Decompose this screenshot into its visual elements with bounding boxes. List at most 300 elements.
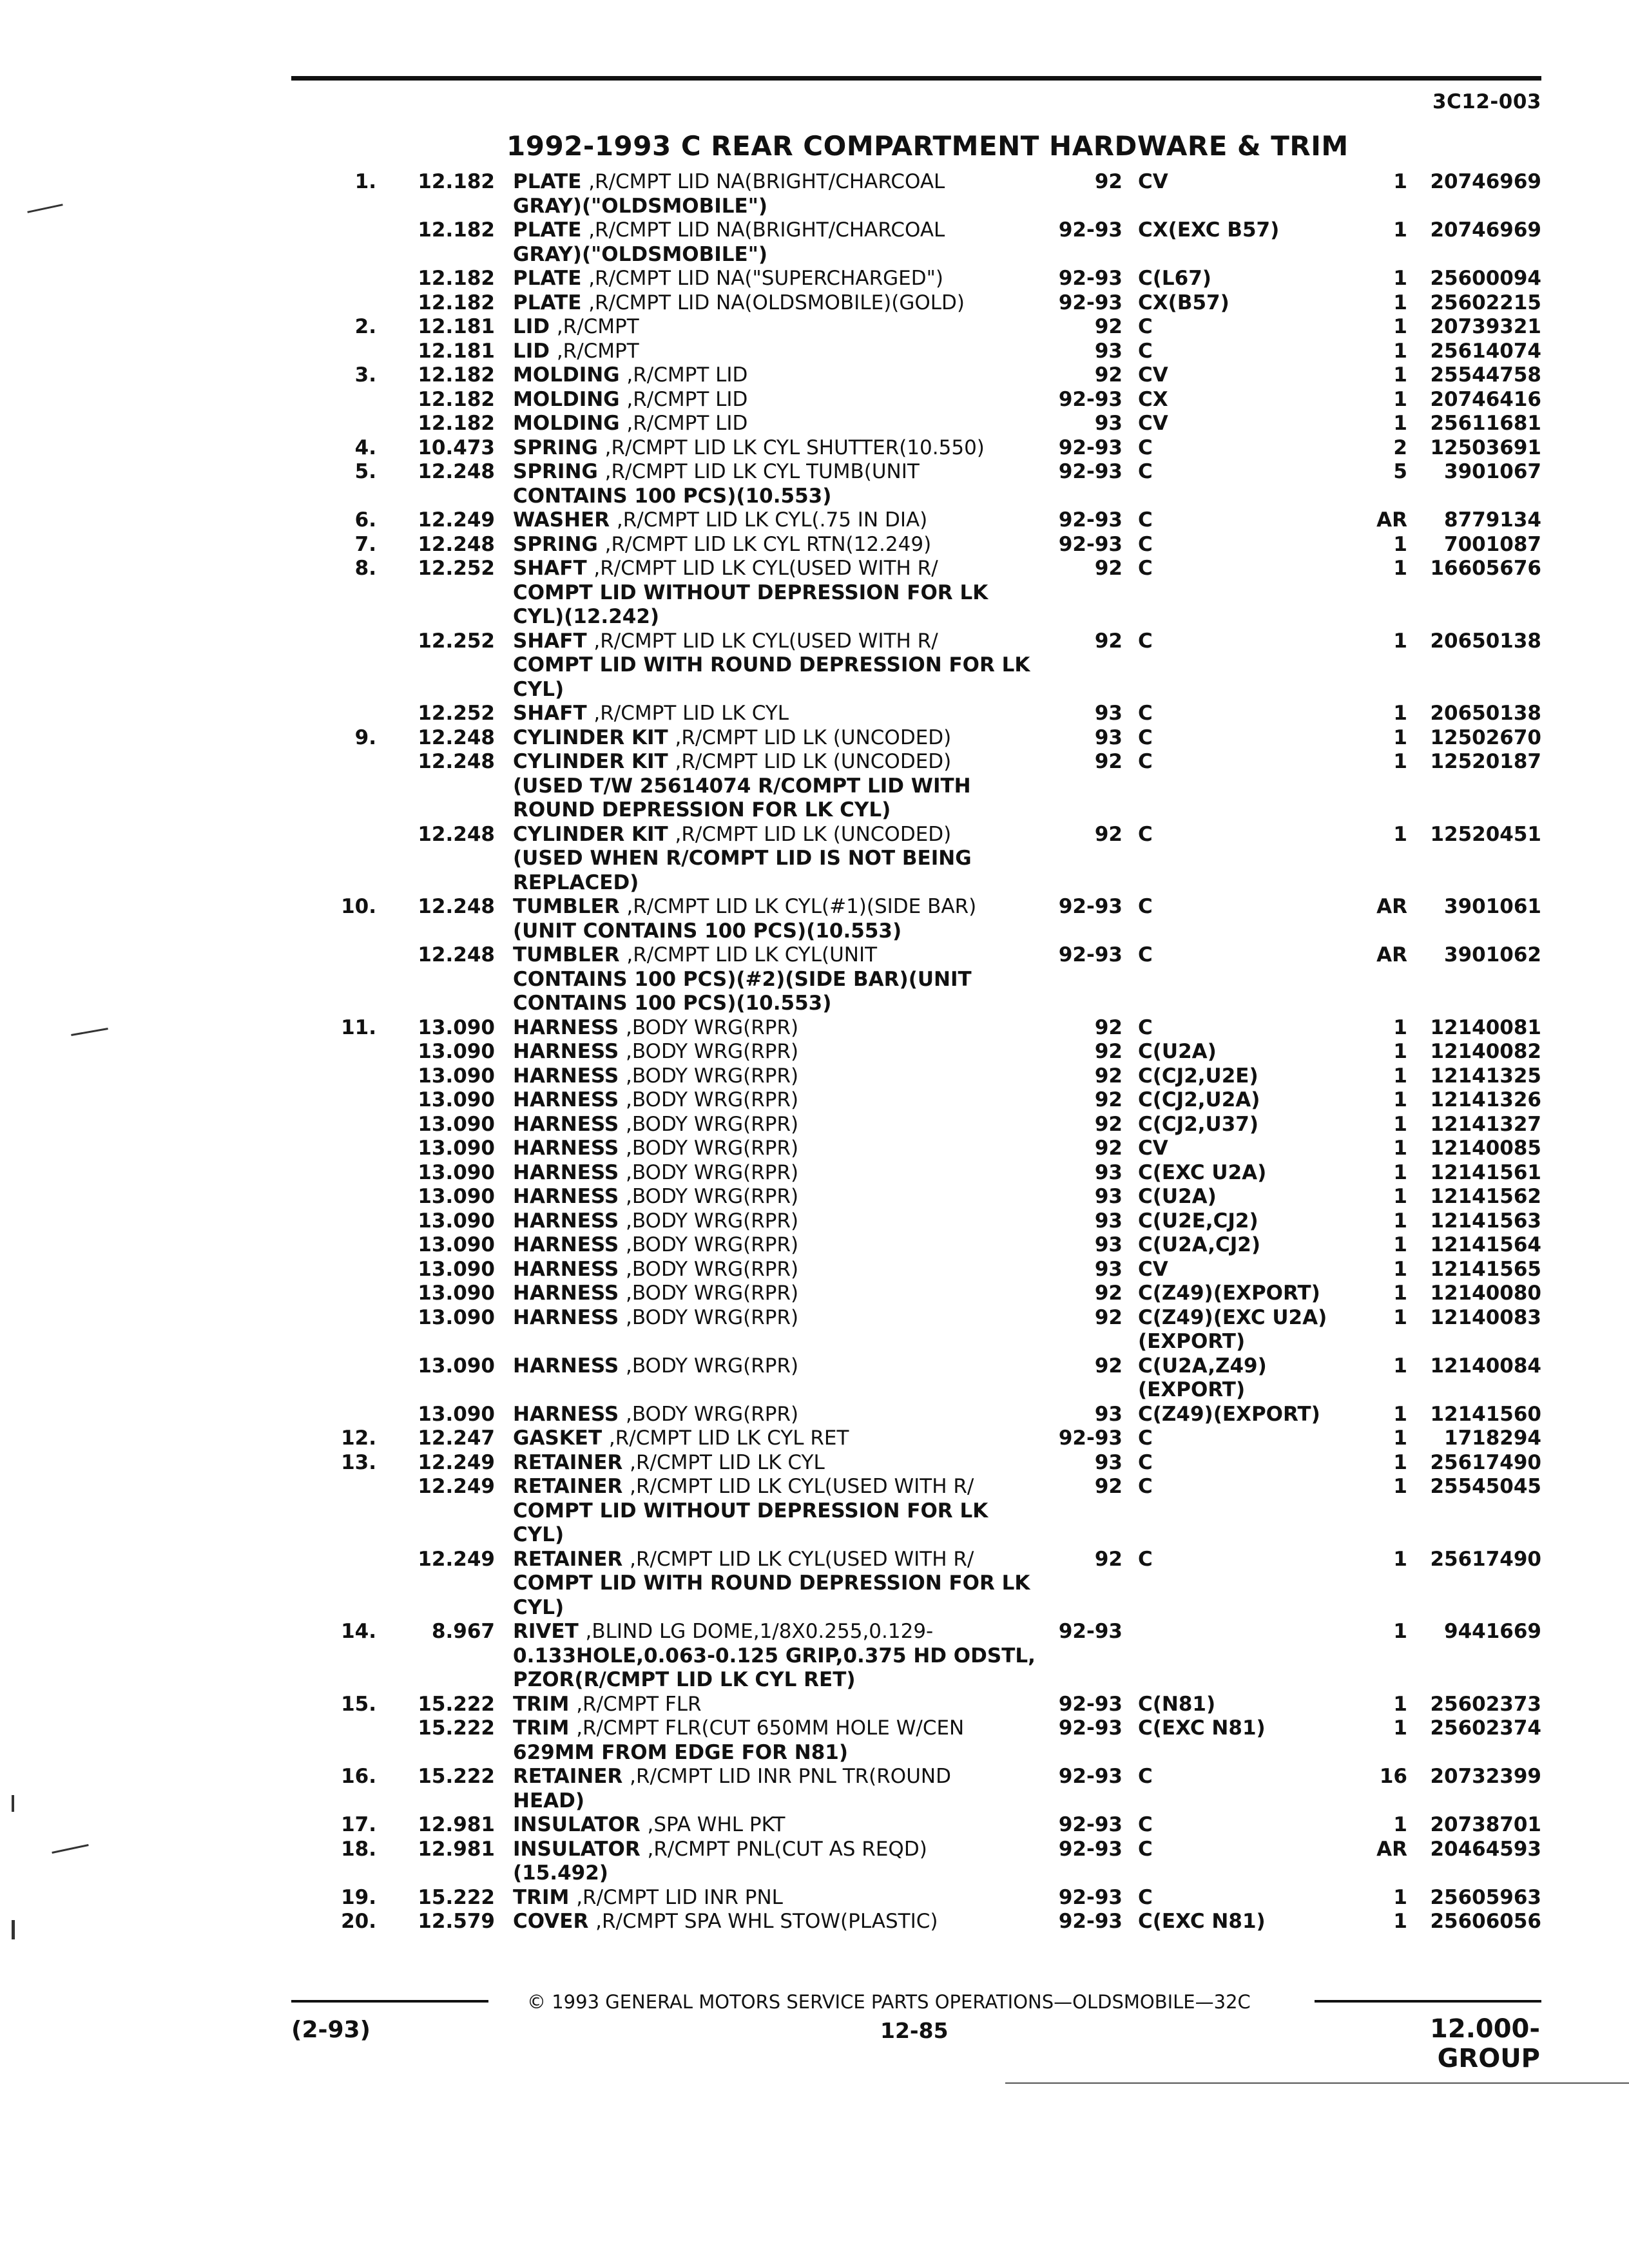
description-line: [513, 1233, 1041, 1258]
quantity: 1: [1393, 1185, 1407, 1208]
table-row: [0, 460, 1629, 508]
description-line: [513, 1040, 1041, 1064]
model-year: 92: [1094, 1112, 1123, 1136]
model-code: [1138, 170, 1349, 195]
part-detail: ,R/CMPT LID LK CYL(USED WITH R/: [593, 557, 938, 580]
quantity: 1: [1393, 412, 1407, 435]
group-number: 13.090: [418, 1160, 495, 1184]
part-detail: ,R/CMPT LID LK CYL(USED WITH R/: [630, 1475, 974, 1498]
model-year: 92: [1094, 750, 1123, 773]
quantity: 1: [1393, 1088, 1407, 1111]
part-number: 12141564: [1430, 1233, 1541, 1256]
part-description: [513, 1161, 1041, 1186]
description-line: ROUND DEPRESSION FOR LK CYL): [513, 798, 891, 822]
part-name: SPRING: [513, 436, 605, 459]
model-code: [1138, 533, 1349, 557]
part-description: [513, 170, 1041, 218]
table-row: [0, 267, 1629, 291]
quantity: 1: [1393, 1910, 1407, 1933]
page-title: 1992-1993 C REAR COMPARTMENT HARDWARE & TRIM: [506, 130, 1349, 162]
part-description: [513, 557, 1041, 629]
group-number: 12.182: [418, 412, 495, 435]
group-number: 12.247: [418, 1427, 495, 1450]
model-code-text: C: [1138, 822, 1153, 846]
part-name: HARNESS: [513, 1064, 626, 1088]
group-number: 13.090: [418, 1040, 495, 1063]
description-line: [513, 460, 1041, 485]
part-description: [513, 1427, 1041, 1451]
model-year: 92: [1094, 1354, 1123, 1378]
part-detail: ,R/CMPT: [556, 339, 639, 363]
part-name: SPRING: [513, 532, 605, 556]
group-number: 12.579: [418, 1910, 495, 1933]
description-line: [513, 315, 1041, 340]
group-number: 12.182: [418, 387, 495, 411]
table-row: [0, 629, 1629, 702]
group-number: 15.222: [418, 1716, 495, 1740]
table-row: [0, 508, 1629, 533]
model-code: [1138, 726, 1349, 751]
description-line: [513, 1813, 1041, 1838]
description-line: [513, 388, 1041, 412]
description-line: [513, 1209, 1041, 1234]
part-name: INSULATOR: [513, 1837, 648, 1861]
part-detail: ,R/CMPT LID LK (UNCODED): [675, 726, 952, 749]
model-code-text: C(U2A,CJ2): [1138, 1233, 1261, 1256]
page-code: 3C12-003: [1432, 90, 1541, 113]
top-rule: [291, 76, 1541, 81]
quantity: 1: [1393, 1233, 1407, 1256]
model-code: [1138, 436, 1349, 461]
part-number: 3901061: [1444, 895, 1541, 918]
description-line: REPLACED): [513, 870, 639, 894]
description-line: [513, 340, 1041, 364]
table-row: [0, 412, 1629, 436]
model-year: 92-93: [1058, 943, 1123, 966]
model-code: [1138, 1161, 1349, 1186]
item-number: 18.: [341, 1837, 376, 1861]
part-detail: ,R/CMPT LID: [626, 363, 748, 387]
quantity: 1: [1393, 1209, 1407, 1233]
item-number: 3.: [354, 363, 376, 387]
part-detail: ,R/CMPT LID LK CYL: [593, 702, 789, 725]
part-description: [513, 1354, 1041, 1379]
model-code: [1138, 1427, 1349, 1451]
table-row: [0, 1088, 1629, 1113]
table-row: [0, 315, 1629, 340]
model-year: 92: [1094, 315, 1123, 338]
model-year: 92: [1094, 557, 1123, 580]
model-code-text: C: [1138, 557, 1153, 580]
model-code-text: C(U2A): [1138, 1040, 1217, 1063]
model-code-text: C(Z49)(EXPORT): [1138, 1402, 1320, 1426]
quantity: AR: [1376, 508, 1407, 532]
quantity: 1: [1393, 1716, 1407, 1740]
description-line: [513, 895, 1041, 919]
table-row: [0, 436, 1629, 461]
part-detail: ,BODY WRG(RPR): [625, 1137, 799, 1160]
table-row: [0, 1403, 1629, 1427]
footer-rule-left: [291, 2000, 488, 2003]
quantity: 1: [1393, 1450, 1407, 1474]
model-code: [1138, 1306, 1349, 1354]
part-description: [513, 943, 1041, 1016]
part-description: [513, 1088, 1041, 1113]
description-line: [513, 1258, 1041, 1282]
model-year: 92-93: [1058, 387, 1123, 411]
model-code: [1138, 1113, 1349, 1137]
group-number: 12.182: [418, 267, 495, 290]
model-code-text: C(L67): [1138, 267, 1211, 290]
quantity: AR: [1376, 943, 1407, 966]
description-line: [513, 533, 1041, 557]
part-description: [513, 508, 1041, 533]
description-line: CONTAINS 100 PCS)(#2)(SIDE BAR)(UNIT: [513, 967, 972, 991]
part-number: 20732399: [1430, 1765, 1541, 1788]
part-number: 20746969: [1430, 218, 1541, 242]
description-line: [513, 1765, 1041, 1789]
part-description: [513, 1910, 1041, 1934]
part-description: [513, 1403, 1041, 1427]
model-code: [1138, 1716, 1349, 1741]
part-number: 25545045: [1430, 1475, 1541, 1498]
model-code-text: C(EXC U2A): [1138, 1160, 1267, 1184]
quantity: 1: [1393, 170, 1407, 193]
part-name: HARNESS: [513, 1040, 626, 1063]
group-number: 15.222: [418, 1885, 495, 1909]
part-number: 25544758: [1430, 363, 1541, 387]
model-year: 92: [1094, 1064, 1123, 1088]
table-row: [0, 1185, 1629, 1209]
table-row: [0, 1161, 1629, 1186]
part-description: [513, 291, 1041, 316]
model-code-text: C: [1138, 339, 1153, 363]
part-detail: ,BODY WRG(RPR): [625, 1112, 799, 1136]
part-name: TRIM: [513, 1716, 577, 1740]
description-line: [513, 1451, 1041, 1475]
item-number: 13.: [341, 1450, 376, 1474]
part-name: HARNESS: [513, 1233, 626, 1256]
group-number: 12.248: [418, 460, 495, 483]
part-description: [513, 460, 1041, 508]
table-row: [0, 750, 1629, 823]
part-description: [513, 1282, 1041, 1306]
group-number: 15.222: [418, 1765, 495, 1788]
part-description: [513, 1693, 1041, 1717]
item-number: 8.: [354, 557, 376, 580]
quantity: 1: [1393, 726, 1407, 749]
model-code: [1138, 823, 1349, 847]
model-code: [1138, 1403, 1349, 1427]
model-code: [1138, 629, 1349, 654]
model-code-text: C: [1138, 1837, 1153, 1861]
table-row: [0, 726, 1629, 751]
table-row: [0, 1209, 1629, 1234]
group-number: 13.090: [418, 1064, 495, 1088]
model-code: [1138, 1354, 1349, 1403]
item-number: 11.: [341, 1015, 376, 1039]
model-year: 92-93: [1058, 267, 1123, 290]
part-number: 12503691: [1430, 436, 1541, 459]
table-row: [0, 895, 1629, 943]
part-name: PLATE: [513, 218, 589, 242]
model-code-text: C: [1138, 726, 1153, 749]
part-description: [513, 218, 1041, 267]
model-code-text: C(CJ2,U2A): [1138, 1088, 1260, 1111]
table-row: [0, 1427, 1629, 1451]
model-year: 93: [1094, 1257, 1123, 1281]
model-code: [1138, 1282, 1349, 1306]
group-number: 12.981: [418, 1813, 495, 1836]
model-code: [1138, 340, 1349, 364]
part-number: 12140081: [1430, 1015, 1541, 1039]
group-number: 13.090: [418, 1088, 495, 1111]
part-number: 9441669: [1444, 1620, 1541, 1643]
part-description: [513, 412, 1041, 436]
description-line: [513, 1185, 1041, 1209]
part-name: INSULATOR: [513, 1813, 648, 1836]
quantity: 1: [1393, 1547, 1407, 1571]
description-line: [513, 823, 1041, 847]
part-name: CYLINDER KIT: [513, 822, 675, 846]
description-line: 629MM FROM EDGE FOR N81): [513, 1740, 849, 1764]
model-year: 92-93: [1058, 436, 1123, 459]
description-line: GRAY)("OLDSMOBILE"): [513, 194, 768, 218]
quantity: 1: [1393, 1112, 1407, 1136]
quantity: 1: [1393, 1354, 1407, 1378]
quantity: 1: [1393, 1064, 1407, 1088]
description-line: [513, 508, 1041, 533]
part-name: TRIM: [513, 1692, 577, 1716]
table-row: [0, 557, 1629, 629]
part-number: 12140085: [1430, 1137, 1541, 1160]
item-number: 5.: [354, 460, 376, 483]
table-row: [0, 943, 1629, 1016]
table-row: [0, 1620, 1629, 1693]
part-name: HARNESS: [513, 1015, 626, 1039]
quantity: 1: [1393, 532, 1407, 556]
model-code: [1138, 1838, 1349, 1862]
part-detail: ,BODY WRG(RPR): [625, 1160, 799, 1184]
model-code: [1138, 1451, 1349, 1475]
description-line: [513, 702, 1041, 726]
table-row: [0, 1548, 1629, 1620]
part-detail: ,R/CMPT LID NA(OLDSMOBILE)(GOLD): [588, 291, 965, 314]
group-number: 13.090: [418, 1354, 495, 1378]
footer-group: 12.000-GROUP: [1430, 2014, 1540, 2073]
description-line: [513, 1620, 1041, 1644]
quantity: 1: [1393, 750, 1407, 773]
part-number: 12140084: [1430, 1354, 1541, 1378]
part-description: [513, 1475, 1041, 1548]
group-number: 10.473: [418, 436, 495, 459]
part-detail: ,R/CMPT LID LK CYL(USED WITH R/: [630, 1547, 974, 1571]
table-row: [0, 388, 1629, 412]
quantity: 1: [1393, 363, 1407, 387]
part-number: 12140082: [1430, 1040, 1541, 1063]
part-description: [513, 895, 1041, 943]
part-number: 3901062: [1444, 943, 1541, 966]
model-code: [1138, 315, 1349, 340]
model-year: 92-93: [1058, 508, 1123, 532]
part-number: 12141562: [1430, 1185, 1541, 1208]
part-number: 25617490: [1430, 1450, 1541, 1474]
part-description: [513, 823, 1041, 896]
model-code-text: C(U2A,Z49): [1138, 1354, 1267, 1378]
part-name: RIVET: [513, 1620, 586, 1643]
table-row: [0, 1306, 1629, 1354]
model-code: [1138, 1233, 1349, 1258]
part-name: WASHER: [513, 508, 617, 532]
part-description: [513, 1016, 1041, 1041]
part-name: HARNESS: [513, 1185, 626, 1208]
part-description: [513, 1258, 1041, 1282]
footer-date: (2-93): [291, 2017, 371, 2043]
group-number: 13.090: [418, 1137, 495, 1160]
model-year: 93: [1094, 1160, 1123, 1184]
part-name: PLATE: [513, 267, 589, 290]
description-line: [513, 1113, 1041, 1137]
table-row: [0, 1838, 1629, 1886]
quantity: AR: [1376, 1837, 1407, 1861]
quantity: 1: [1393, 291, 1407, 314]
description-line: [513, 943, 1041, 968]
quantity: 1: [1393, 1427, 1407, 1450]
part-description: [513, 533, 1041, 557]
group-number: 12.182: [418, 218, 495, 242]
model-year: 93: [1094, 339, 1123, 363]
part-description: [513, 267, 1041, 291]
model-code-text: C(CJ2,U2E): [1138, 1064, 1258, 1088]
part-detail: ,BODY WRG(RPR): [625, 1040, 799, 1063]
part-name: SHAFT: [513, 629, 594, 653]
group-number: 12.182: [418, 363, 495, 387]
part-description: [513, 1209, 1041, 1234]
model-code: [1138, 388, 1349, 412]
part-detail: ,BODY WRG(RPR): [625, 1282, 799, 1305]
part-detail: ,R/CMPT LID: [626, 412, 748, 435]
model-year: 93: [1094, 702, 1123, 725]
description-line: [513, 1282, 1041, 1306]
footer-bottom-rule: [1005, 2082, 1629, 2084]
part-name: COVER: [513, 1910, 596, 1933]
part-detail: ,R/CMPT LID LK (UNCODED): [675, 822, 952, 846]
description-line: COMPT LID WITHOUT DEPRESSION FOR LK: [513, 581, 988, 604]
part-detail: ,R/CMPT LID LK CYL(.75 IN DIA): [616, 508, 928, 532]
model-code: [1138, 1886, 1349, 1910]
description-line: (USED WHEN R/COMPT LID IS NOT BEING: [513, 847, 972, 870]
part-number: 7001087: [1444, 532, 1541, 556]
model-year: 92-93: [1058, 1885, 1123, 1909]
model-code-text: C(EXC N81): [1138, 1716, 1266, 1740]
quantity: 1: [1393, 1257, 1407, 1281]
description-line: CYL)(12.242): [513, 605, 660, 628]
description-line: [513, 557, 1041, 581]
model-year: 92-93: [1058, 1813, 1123, 1836]
quantity: 1: [1393, 1015, 1407, 1039]
model-year: 92: [1094, 629, 1123, 653]
part-description: [513, 1233, 1041, 1258]
part-name: HARNESS: [513, 1257, 626, 1281]
description-line: CONTAINS 100 PCS)(10.553): [513, 992, 832, 1015]
model-code: [1138, 267, 1349, 291]
footer-page-number: 12-85: [880, 2018, 949, 2043]
model-code-text: C: [1138, 1015, 1153, 1039]
table-row: [0, 1765, 1629, 1813]
part-number: 12502670: [1430, 726, 1541, 749]
item-number: 10.: [341, 895, 376, 918]
part-number: 25600094: [1430, 267, 1541, 290]
group-number: 13.090: [418, 1015, 495, 1039]
model-code-text: CX: [1138, 387, 1168, 411]
table-row: [0, 170, 1629, 218]
model-code-text: CV: [1138, 363, 1168, 387]
group-number: 12.181: [418, 339, 495, 363]
model-code-extra: (EXPORT): [1138, 1330, 1246, 1353]
part-detail: ,R/CMPT FLR(CUT 650MM HOLE W/CEN: [576, 1716, 965, 1740]
group-number: 12.252: [418, 702, 495, 725]
description-line: 0.133HOLE,0.063-0.125 GRIP,0.375 HD ODSTL,: [513, 1644, 1036, 1667]
model-year: 92-93: [1058, 218, 1123, 242]
description-line: COMPT LID WITHOUT DEPRESSION FOR LK: [513, 1499, 988, 1523]
group-number: 13.090: [418, 1305, 495, 1329]
model-code-text: CV: [1138, 170, 1168, 193]
description-line: [513, 1838, 1041, 1862]
part-description: [513, 340, 1041, 364]
part-number: 20746416: [1430, 387, 1541, 411]
model-code-text: C(EXC N81): [1138, 1910, 1266, 1933]
part-number: 20650138: [1430, 629, 1541, 653]
description-line: [513, 1693, 1041, 1717]
table-row: [0, 291, 1629, 316]
table-row: [0, 702, 1629, 726]
model-code: [1138, 1016, 1349, 1041]
model-year: 92: [1094, 170, 1123, 193]
model-code: [1138, 1813, 1349, 1838]
model-year: 93: [1094, 412, 1123, 435]
model-year: 92-93: [1058, 1692, 1123, 1716]
model-year: 93: [1094, 1450, 1123, 1474]
part-name: CYLINDER KIT: [513, 726, 675, 749]
part-name: HARNESS: [513, 1305, 626, 1329]
part-name: PLATE: [513, 170, 589, 193]
part-number: 12140080: [1430, 1282, 1541, 1305]
model-code-text: C: [1138, 436, 1153, 459]
part-number: 12140083: [1430, 1305, 1541, 1329]
description-line: [513, 267, 1041, 291]
model-code-text: C(CJ2,U37): [1138, 1112, 1259, 1136]
part-number: 12520451: [1430, 822, 1541, 846]
model-year: 93: [1094, 1185, 1123, 1208]
part-detail: ,BODY WRG(RPR): [625, 1185, 799, 1208]
quantity: 1: [1393, 629, 1407, 653]
quantity: 16: [1379, 1765, 1407, 1788]
part-detail: ,BODY WRG(RPR): [625, 1088, 799, 1111]
table-row: [0, 1813, 1629, 1838]
group-number: 13.090: [418, 1402, 495, 1426]
model-code-text: C: [1138, 629, 1153, 653]
quantity: 1: [1393, 1475, 1407, 1498]
model-code-text: C: [1138, 943, 1153, 966]
model-code: [1138, 1137, 1349, 1161]
part-number: 25611681: [1430, 412, 1541, 435]
quantity: AR: [1376, 895, 1407, 918]
part-number: 25614074: [1430, 339, 1541, 363]
model-code-text: C(U2A): [1138, 1185, 1217, 1208]
part-name: MOLDING: [513, 412, 627, 435]
part-description: [513, 1886, 1041, 1910]
part-number: 12141325: [1430, 1064, 1541, 1088]
